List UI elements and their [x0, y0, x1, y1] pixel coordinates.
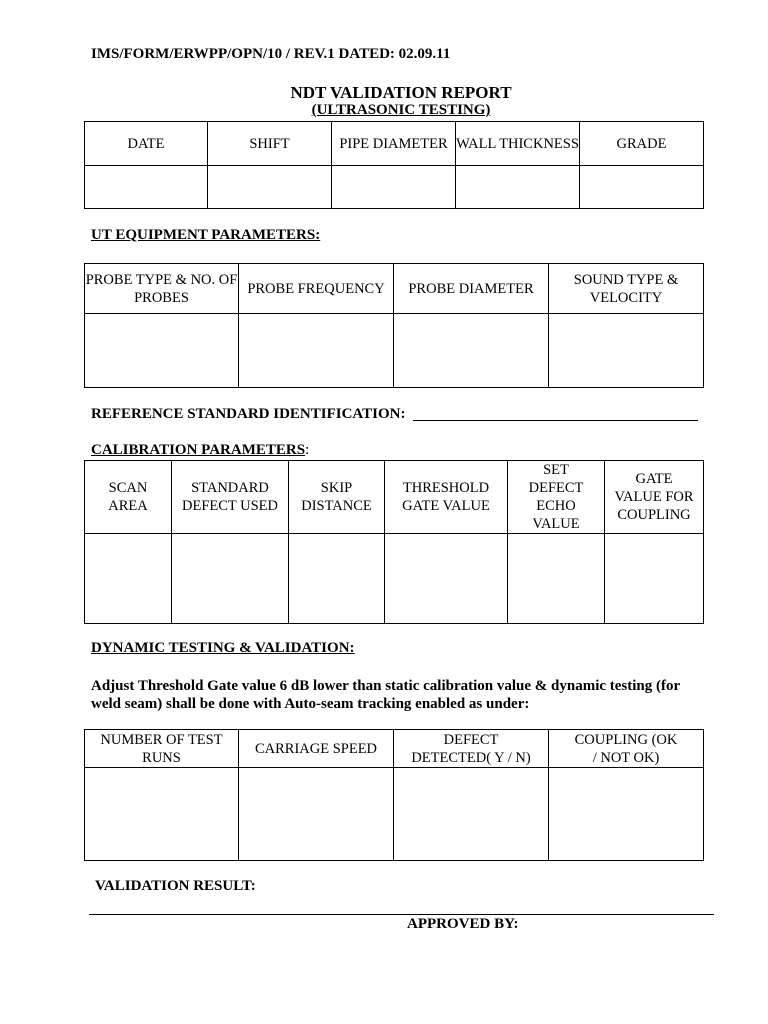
header-standard-defect: STANDARD DEFECT USED	[172, 461, 289, 534]
dynamic-testing-entry-row	[85, 768, 704, 861]
header-skip-distance: SKIP DISTANCE	[289, 461, 385, 534]
date-cell[interactable]	[85, 166, 208, 209]
shift-cell[interactable]	[208, 166, 332, 209]
reference-standard-field[interactable]	[413, 420, 698, 421]
probe-type-cell[interactable]	[85, 314, 239, 388]
pipe-diameter-cell[interactable]	[332, 166, 456, 209]
header-scan-area: SCAN AREA	[85, 461, 172, 534]
defect-detected-cell[interactable]	[394, 768, 549, 861]
sound-type-cell[interactable]	[549, 314, 704, 388]
scan-area-cell[interactable]	[85, 534, 172, 624]
dynamic-testing-header-row	[85, 730, 704, 768]
grade-cell[interactable]	[580, 166, 704, 209]
dynamic-testing-heading: DYNAMIC TESTING & VALIDATION:	[91, 640, 355, 656]
header-gate-coupling: GATE VALUE FOR COUPLING	[605, 461, 704, 534]
set-defect-echo-cell[interactable]	[508, 534, 605, 624]
validation-result-label: VALIDATION RESULT:	[95, 878, 256, 894]
header-date: DATE	[85, 122, 208, 166]
header-pipe-diameter: PIPE DIAMETER	[332, 122, 456, 166]
ut-equipment-table	[84, 263, 704, 388]
header-wall-thickness: WALL THICKNESS	[456, 122, 580, 166]
coupling-cell[interactable]	[549, 768, 704, 861]
calibration-heading: CALIBRATION PARAMETERS	[91, 442, 306, 458]
calibration-table	[84, 460, 704, 624]
header-defect-detected: DEFECT DETECTED( Y / N)	[394, 730, 549, 768]
page-subtitle: (ULTRASONIC TESTING)	[311, 102, 491, 118]
header-set-defect-echo: SET DEFECT ECHO VALUE	[508, 461, 605, 534]
document-reference: IMS/FORM/ERWPP/OPN/10 / REV.1 DATED: 02.09.11	[91, 46, 451, 62]
header-sound-type: SOUND TYPE & VELOCITY	[549, 264, 704, 314]
ut-equipment-header-row	[85, 264, 704, 314]
calibration-colon: :	[305, 442, 310, 458]
calibration-header-row	[85, 461, 704, 534]
ut-equipment-heading: UT EQUIPMENT PARAMETERS:	[91, 227, 321, 243]
header-shift: SHIFT	[208, 122, 332, 166]
standard-defect-cell[interactable]	[172, 534, 289, 624]
header-probe-type: PROBE TYPE & NO. OF PROBES	[85, 264, 239, 314]
wall-thickness-cell[interactable]	[456, 166, 580, 209]
page-title: NDT VALIDATION REPORT	[290, 83, 512, 102]
signature-line	[89, 914, 714, 915]
carriage-speed-cell[interactable]	[239, 768, 394, 861]
calibration-entry-row	[85, 534, 704, 624]
ut-equipment-entry-row	[85, 314, 704, 388]
reference-standard-label: REFERENCE STANDARD IDENTIFICATION:	[91, 406, 406, 422]
skip-distance-cell[interactable]	[289, 534, 385, 624]
probe-diameter-cell[interactable]	[394, 314, 549, 388]
general-info-entry-row	[85, 166, 704, 209]
gate-coupling-cell[interactable]	[605, 534, 704, 624]
test-runs-cell[interactable]	[85, 768, 239, 861]
dynamic-testing-table	[84, 729, 704, 861]
dynamic-testing-instruction: Adjust Threshold Gate value 6 dB lower than static calibration value & dynamic testing (for weld seam) shall be done with Auto-seam tracking enabled as under:	[91, 678, 680, 712]
probe-frequency-cell[interactable]	[239, 314, 394, 388]
header-coupling: COUPLING (OK / NOT OK)	[549, 730, 704, 768]
header-probe-frequency: PROBE FREQUENCY	[239, 264, 394, 314]
threshold-gate-cell[interactable]	[385, 534, 508, 624]
header-test-runs: NUMBER OF TEST RUNS	[85, 730, 239, 768]
general-info-header-row	[85, 122, 704, 166]
header-probe-diameter: PROBE DIAMETER	[394, 264, 549, 314]
header-grade: GRADE	[580, 122, 704, 166]
calibration-heading-wrap	[91, 442, 309, 459]
header-carriage-speed: CARRIAGE SPEED	[239, 730, 394, 768]
general-info-table	[84, 121, 704, 209]
header-threshold-gate: THRESHOLD GATE VALUE	[385, 461, 508, 534]
approved-by-label: APPROVED BY:	[407, 916, 519, 932]
